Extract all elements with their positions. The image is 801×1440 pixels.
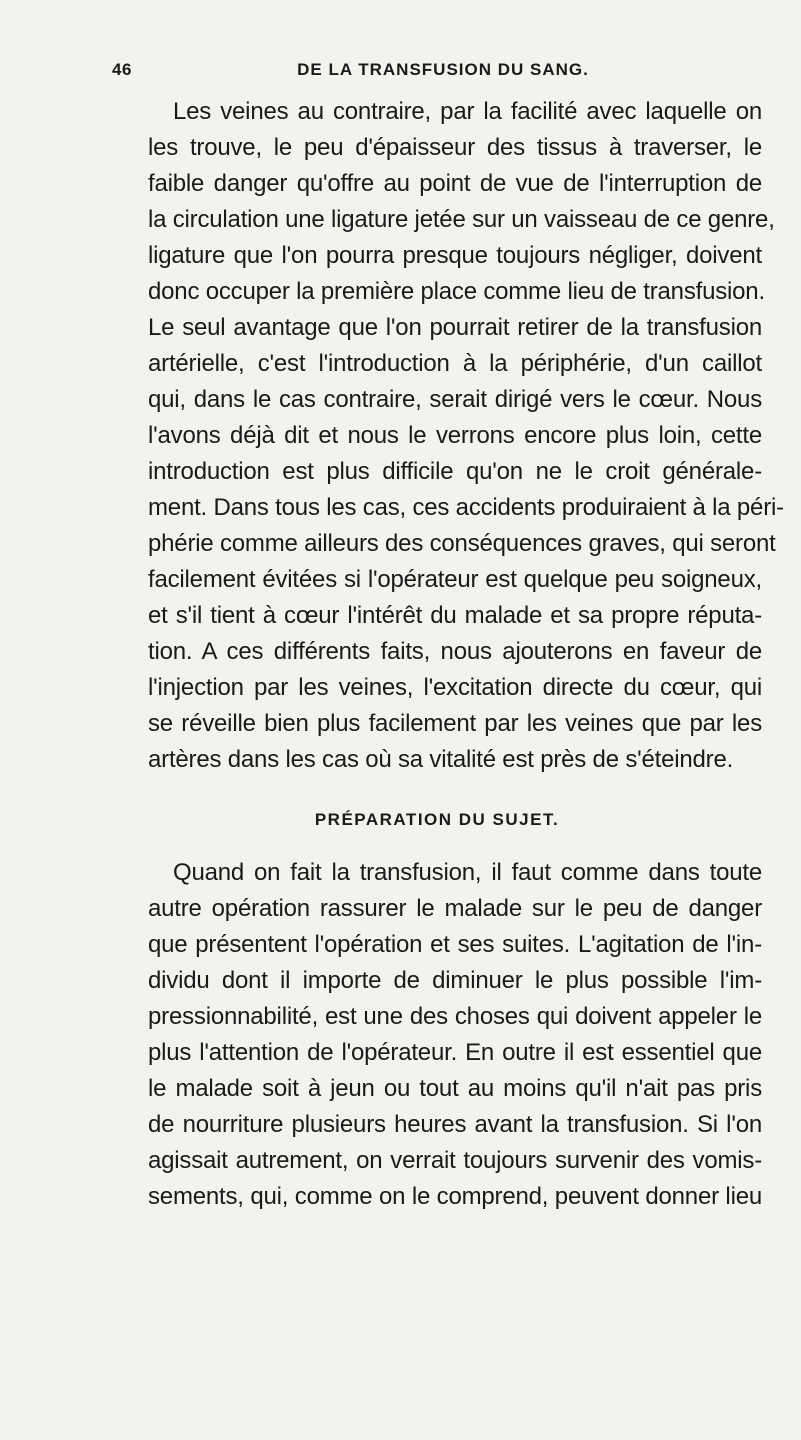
text-line: plus l'attention de l'opérateur. En outre il est essentiel que (148, 1039, 762, 1066)
text-line: faible danger qu'offre au point de vue de l'interruption de (148, 170, 762, 197)
text-line: Les veines au contraire, par la facilité avec laquelle on (173, 98, 762, 125)
text-line: artérielle, c'est l'introduction à la périphérie, d'un caillot (148, 350, 762, 377)
text-line: dividu dont il importe de diminuer le plus possible l'im- (148, 967, 762, 994)
text-line: Le seul avantage que l'on pourrait retirer de la transfusion (148, 314, 762, 341)
running-head (112, 60, 756, 90)
text-line: ligature que l'on pourra presque toujours négliger, doivent (148, 242, 762, 269)
text-line: Quand on fait la transfusion, il faut comme dans toute (173, 859, 762, 886)
section-heading: PRÉPARATION DU SUJET. (314, 810, 560, 829)
text-line: qui, dans le cas contraire, serait dirigé vers le cœur. Nous (148, 386, 762, 413)
text-line: pressionnabilité, est une des choses qui doivent appeler le (148, 1003, 762, 1030)
text-line: introduction est plus difficile qu'on ne le croit générale- (148, 458, 762, 485)
text-line: le malade soit à jeun ou tout au moins qu'il n'ait pas pris (148, 1075, 762, 1102)
text-line: sements, qui, comme on le comprend, peuvent donner lieu (148, 1183, 762, 1210)
text-line: ment. Dans tous les cas, ces accidents produiraient à la péri- (148, 494, 784, 521)
text-line: et s'il tient à cœur l'intérêt du malade et sa propre réputa- (148, 602, 762, 629)
page-number: 46 (112, 60, 132, 79)
text-line: facilement évitées si l'opérateur est quelque peu soigneux, (148, 566, 762, 593)
text-line: agissait autrement, on verrait toujours survenir des vomis- (148, 1147, 762, 1174)
text-line: de nourriture plusieurs heures avant la transfusion. Si l'on (148, 1111, 762, 1138)
text-line: que présentent l'opération et ses suites. L'agitation de l'in- (148, 931, 762, 958)
text-line: tion. A ces différents faits, nous ajouterons en faveur de (148, 638, 762, 665)
text-line: donc occuper la première place comme lieu de transfusion. (148, 278, 765, 305)
text-line: phérie comme ailleurs des conséquences graves, qui seront (148, 530, 776, 557)
text-line: artères dans les cas où sa vitalité est près de s'éteindre. (148, 746, 734, 773)
text-line: l'injection par les veines, l'excitation directe du cœur, qui (148, 674, 762, 701)
text-line: la circulation une ligature jetée sur un vaisseau de ce genre, (148, 206, 775, 233)
text-line: se réveille bien plus facilement par les veines que par les (148, 710, 762, 737)
text-line: l'avons déjà dit et nous le verrons encore plus loin, cette (148, 422, 762, 449)
running-title: DE LA TRANSFUSION DU SANG. (297, 60, 589, 79)
text-line: autre opération rassurer le malade sur le peu de danger (148, 895, 762, 922)
text-line: les trouve, le peu d'épaisseur des tissus à traverser, le (148, 134, 762, 161)
